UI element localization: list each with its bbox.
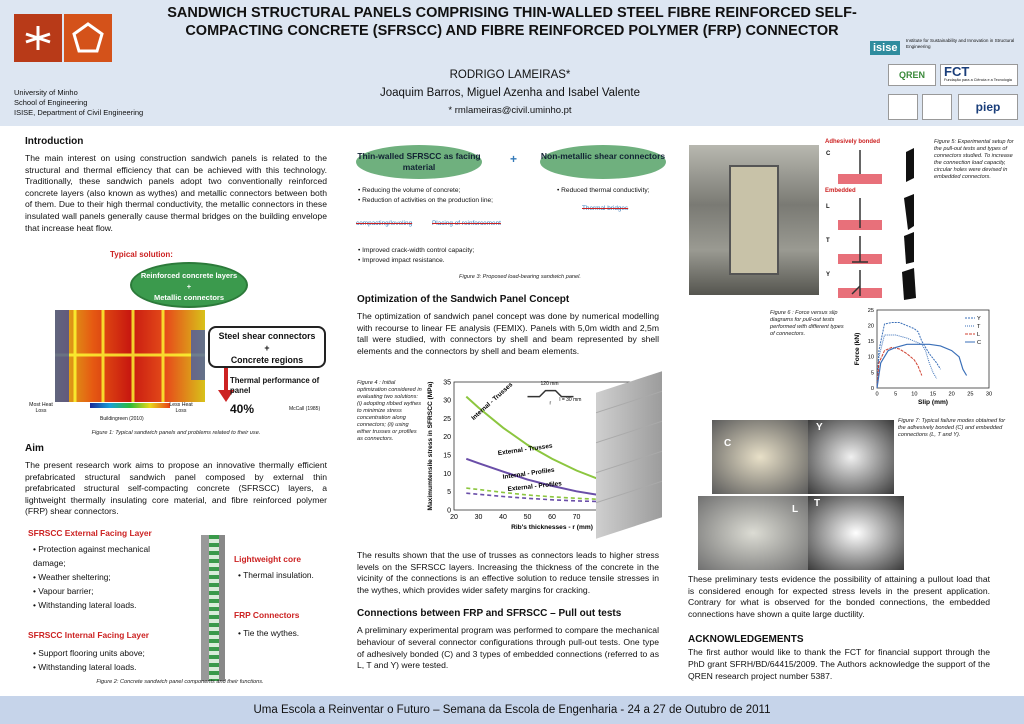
results-section bbox=[357, 550, 659, 672]
thermal-image bbox=[55, 310, 205, 402]
typical-solution-label: Typical solution: bbox=[110, 250, 173, 259]
oval-line: Reinforced concrete layers bbox=[140, 271, 238, 280]
x-tick-label: 0 bbox=[875, 391, 879, 398]
connections-heading: Connections between FRP and SFRSCC – Pull out tests bbox=[357, 608, 622, 620]
poster-title: SANDWICH STRUCTURAL PANELS COMPRISING THIN-WALLED STEEL FIBRE REINFORCED SELF-COMPACTING CONCRETE (SFRSCC) AND FIBRE REINFORCED POLYMER (FRP) CONNECTOR bbox=[167, 5, 857, 39]
series-line bbox=[877, 344, 967, 388]
results-paragraph: The results shown that the use of trusses as connectors leads to higher stress levels on the SFRSCC layers. Increasing the thickness of the concrete in the vicinity of the connections is an effective solution to reduce tensile stresses in the wythes, which provides wider safety margins for cracking. bbox=[357, 550, 659, 595]
affiliation-line: School of Engineering bbox=[14, 98, 88, 107]
adhesive-label: Adhesively bonded bbox=[825, 139, 881, 145]
intro-paragraph: The main interest on using construction sandwich panels is related to the structural and thermal efficiency that can be achieved with this technology. Traditionally, these sandwich panels adopt two conventionally reinforced concrete layers (also known as wythes) and metallic connectors between both of them. Due to their high thermal conductivity, the metallic connectors in these insulated wall panels generally cause thermal bridges on the building envelope that increase heat flow. bbox=[25, 153, 327, 233]
x-tick-label: 40 bbox=[499, 514, 507, 521]
x-axis-label: Rib's thicknesses - r (mm) bbox=[511, 524, 593, 531]
internal-layer-list bbox=[33, 646, 193, 674]
struck-compacting: compacting/leveling bbox=[356, 220, 413, 227]
list-item: • Protection against mechanical damage; bbox=[33, 542, 183, 570]
thermal-performance-label: Thermal performance of panel bbox=[230, 376, 320, 395]
annotation: r bbox=[549, 400, 552, 407]
x-tick-label: 5 bbox=[894, 391, 898, 398]
y-tick-label: 25 bbox=[443, 415, 451, 423]
affiliation-line: University of Minho bbox=[14, 88, 78, 97]
list-item: • Support flooring units above; bbox=[33, 646, 193, 660]
photo-label: T bbox=[814, 498, 821, 509]
partner-logo bbox=[922, 94, 952, 120]
fct-text: FCT bbox=[944, 64, 970, 79]
footer: Uma Escola a Reinventar o Futuro – Semana da Escola de Engenharia - 24 a 27 de Outubro de 2011 bbox=[0, 696, 1024, 724]
optimization-heading: Optimization of the Sandwich Panel Concept bbox=[357, 294, 570, 305]
series-label: Internal - Trusses bbox=[470, 381, 515, 422]
thin-walled-benefits bbox=[358, 186, 538, 206]
external-layer-heading: SFRSCC External Facing Layer bbox=[28, 528, 152, 538]
photo-label: C bbox=[724, 438, 732, 449]
authors-block bbox=[250, 66, 770, 120]
test-setup-photo bbox=[689, 145, 819, 295]
piep-logo: piep bbox=[958, 94, 1018, 120]
additional-benefits bbox=[358, 246, 558, 266]
connector-letter: C bbox=[826, 151, 831, 157]
main-author: RODRIGO LAMEIRAS* bbox=[449, 69, 571, 81]
connector-letter: T bbox=[826, 238, 830, 244]
connector-letter: Y bbox=[826, 272, 831, 278]
x-tick-label: 15 bbox=[929, 391, 937, 398]
list-item: • Reduced thermal conductivity; bbox=[557, 186, 677, 196]
ack-heading: ACKNOWLEDGEMENTS bbox=[688, 634, 804, 646]
oval-line: Metallic connectors bbox=[153, 293, 225, 302]
partner-logos bbox=[870, 20, 1020, 124]
box-line: + bbox=[264, 343, 270, 353]
test-rig bbox=[729, 165, 779, 275]
list-item: • Reduction of activities on the production line; bbox=[358, 196, 538, 206]
list-item: • Weather sheltering; bbox=[33, 570, 183, 584]
legend-label: C bbox=[977, 340, 982, 346]
y-axis-label: Force (kN) bbox=[854, 332, 861, 366]
y-tick-label: 0 bbox=[447, 507, 451, 515]
box-line: Steel shear connectors bbox=[218, 331, 316, 341]
frp-list bbox=[238, 626, 299, 640]
thin-walled-oval: Thin-walled SFRSCC as facing material bbox=[356, 145, 482, 179]
series-label: External - Profiles bbox=[507, 480, 563, 493]
x-tick-label: 30 bbox=[474, 514, 483, 521]
y-tick-label: 0 bbox=[870, 385, 874, 392]
plus-sign: + bbox=[510, 152, 518, 166]
panel-section-diagram bbox=[201, 535, 225, 681]
optimization-section bbox=[357, 294, 659, 357]
failure-photo-c bbox=[712, 420, 808, 494]
list-item: • Tie the wythes. bbox=[238, 626, 299, 640]
series-label: External - Trusses bbox=[497, 442, 553, 458]
affiliation bbox=[14, 88, 143, 118]
core-list bbox=[238, 568, 314, 582]
column-1 bbox=[25, 136, 327, 234]
external-layer-strip bbox=[201, 535, 209, 681]
optimization-paragraph: The optimization of sandwich panel concept was done by numerical modelling with recourse to linear FE analysis (FEMIX). Panels with 5,0m width and 2,5m tall were studied, with connectors by shell and beam represented by shell elements and the connectors by shell and beam elements. bbox=[357, 311, 659, 356]
connector-benefits bbox=[557, 186, 677, 196]
connector-types-diagram bbox=[834, 146, 930, 302]
typical-solution-oval bbox=[130, 262, 248, 308]
intro-heading: Introduction bbox=[25, 136, 84, 147]
less-heat-loss-label: Less Heat Loss bbox=[169, 402, 193, 414]
x-tick-label: 25 bbox=[967, 391, 974, 398]
isise-subtitle: Institute for Sustainability and Innovation in Structural Engineering bbox=[906, 38, 1015, 49]
y-tick-label: 5 bbox=[447, 489, 451, 497]
internal-layer-heading: SFRSCC Internal Facing Layer bbox=[28, 630, 149, 640]
x-tick-label: 70 bbox=[572, 514, 581, 521]
steel-connectors-box bbox=[208, 326, 326, 368]
y-tick-label: 30 bbox=[443, 397, 451, 405]
aim-heading: Aim bbox=[25, 443, 44, 454]
x-tick-label: 20 bbox=[450, 514, 458, 521]
connector-letter: L bbox=[826, 204, 830, 210]
struck-thermal-bridges: Thermal bridges bbox=[582, 205, 629, 212]
list-item: • Improved impact resistance. bbox=[358, 256, 558, 266]
core-heading: Lightweight core bbox=[234, 554, 301, 564]
y-axis-label: Maximumtensile stress in SFRSCC (MPa) bbox=[427, 381, 434, 511]
y-tick-label: 25 bbox=[867, 307, 874, 314]
y-tick-label: 15 bbox=[443, 452, 451, 460]
conclusions-section bbox=[688, 574, 990, 682]
frp-heading: FRP Connectors bbox=[234, 610, 300, 620]
x-tick-label: 30 bbox=[985, 391, 993, 398]
aim-paragraph: The present research work aims to propose an innovative thermally efficient prefabricated structural sandwich panel composed by external thin prefabricated structural self-compacting concrete (SFRSCC) layers, a lightweight thermally insulating core material, and fibre reinforced polymer (FRP) shear connectors. bbox=[25, 460, 327, 517]
rib-profile-icon bbox=[528, 391, 574, 397]
figure-3-caption: Figure 3: Proposed load-bearing sandwich panel. bbox=[459, 274, 581, 280]
partner-logo bbox=[888, 94, 918, 120]
x-tick-label: 20 bbox=[948, 391, 955, 398]
figure-4-caption: Figure 4 : Initial optimization considered in evaluating two solutions: (i) adopting ribbed wythes to minimize stress concentration along connectors; (ii) using either trusses or profiles as connectors. bbox=[357, 380, 422, 442]
list-item: • Vapour barrier; bbox=[33, 584, 183, 598]
list-item: • Withstanding lateral loads. bbox=[33, 660, 193, 674]
y-tick-label: 20 bbox=[443, 434, 451, 442]
connections-paragraph: A preliminary experimental program was performed to compare the mechanical behaviour of several connector configurations through pull-out tests. One type of adhesively bonded (C) and 3 types of embedded connections (referred to as L, T and Y) were tested. bbox=[357, 625, 659, 671]
ack-paragraph: The first author would like to thank the FCT for financial support through the PhD grant SFRH/BD/64415/2009. The Authors acknowledge the support of the QREN research project number 5387. bbox=[688, 647, 990, 681]
series-line bbox=[877, 347, 922, 388]
list-item: • Withstanding lateral loads. bbox=[33, 598, 183, 612]
legend-label: T bbox=[977, 324, 981, 330]
external-layer-list bbox=[33, 542, 183, 612]
list-item: • Thermal insulation. bbox=[238, 568, 314, 582]
x-axis-label: Slip (mm) bbox=[917, 399, 949, 407]
non-metallic-oval: Non-metallic shear connectors bbox=[540, 145, 666, 179]
y-tick-label: 10 bbox=[867, 354, 874, 361]
buildingreen-credit: Buildingreen (2010) bbox=[100, 416, 144, 422]
annotation: 120 mm bbox=[540, 380, 559, 387]
figure-7-caption: Figure 7: Typical failure modes obtained for the adhesively bonded (C) and embedded connections (L, T and Y). bbox=[898, 418, 1006, 438]
internal-layer-strip bbox=[219, 535, 225, 681]
list-item: • Improved crack-width control capacity; bbox=[358, 246, 558, 256]
legend-label: L bbox=[977, 332, 981, 338]
fct-subtitle: Fundação para a Ciência e a Tecnologia bbox=[944, 78, 1012, 82]
y-tick-label: 10 bbox=[443, 470, 451, 478]
x-tick-label: 50 bbox=[523, 514, 532, 521]
aim-section bbox=[25, 443, 327, 518]
box-line: Concrete regions bbox=[230, 355, 304, 365]
isise-text: isise bbox=[870, 41, 900, 55]
prelim-paragraph: These preliminary tests evidence the possibility of attaining a pullout load that is considered enough for expected stress levels in the present application. Contrary for what is observed for the bonded connections, the embedded connections have shown a quite large ductility. bbox=[688, 574, 990, 619]
core-strip bbox=[209, 535, 219, 681]
series-label: Internal - Profiles bbox=[502, 466, 555, 481]
legend-label: Y bbox=[977, 316, 981, 322]
panel-render bbox=[596, 371, 662, 538]
photo-label: Y bbox=[816, 422, 823, 433]
photo-label: L bbox=[792, 504, 799, 515]
uminho-logo bbox=[14, 14, 62, 62]
oval-line: + bbox=[186, 282, 192, 291]
figure-1-caption: Figure 1: Typical sandwich panels and problems related to their use. bbox=[91, 430, 261, 436]
figure-2-caption: Figure 2: Concrete sandwich panel components and their functions. bbox=[96, 679, 264, 685]
y-tick-label: 15 bbox=[867, 339, 874, 346]
figure-5-caption: Figure 5: Experimental setup for the pull-out tests and types of connectors studied. To increase the connection load capacity, circular holes were devised in embedded connectors. bbox=[934, 139, 1014, 180]
mccall-credit: McCall (1985) bbox=[289, 406, 321, 412]
performance-percent: 40% bbox=[230, 402, 255, 416]
struck-reinforcement: Placing of reinforcement bbox=[432, 220, 501, 227]
qren-logo: QREN bbox=[888, 64, 936, 86]
x-tick-label: 10 bbox=[911, 391, 918, 398]
annotation: l = 30 mm bbox=[559, 397, 582, 404]
email: * rmlameiras@civil.uminho.pt bbox=[448, 105, 572, 116]
y-tick-label: 35 bbox=[443, 379, 451, 387]
series-line bbox=[877, 335, 937, 388]
colour-scale-bar bbox=[90, 403, 170, 408]
figure-6-caption: Figure 6 : Force versus slip diagrams for pull-out tests performed with different types of connectors. bbox=[770, 310, 844, 337]
force-slip-chart bbox=[849, 306, 997, 410]
isise-logo bbox=[870, 38, 1020, 58]
engineering-school-logo bbox=[64, 14, 112, 62]
fct-logo bbox=[940, 64, 1018, 86]
coauthors: Joaquim Barros, Miguel Azenha and Isabel Valente bbox=[380, 87, 640, 99]
plot-area bbox=[877, 310, 989, 388]
x-tick-label: 60 bbox=[548, 514, 556, 521]
affiliation-line: ISISE, Department of Civil Engineering bbox=[14, 108, 144, 117]
list-item: • Reducing the volume of concrete; bbox=[358, 186, 538, 196]
y-tick-label: 5 bbox=[870, 370, 874, 377]
most-heat-loss-label: Most Heat Loss bbox=[29, 402, 53, 414]
failure-photo-t bbox=[808, 496, 904, 570]
embedded-label: Embedded bbox=[825, 188, 856, 194]
y-tick-label: 20 bbox=[867, 323, 874, 330]
